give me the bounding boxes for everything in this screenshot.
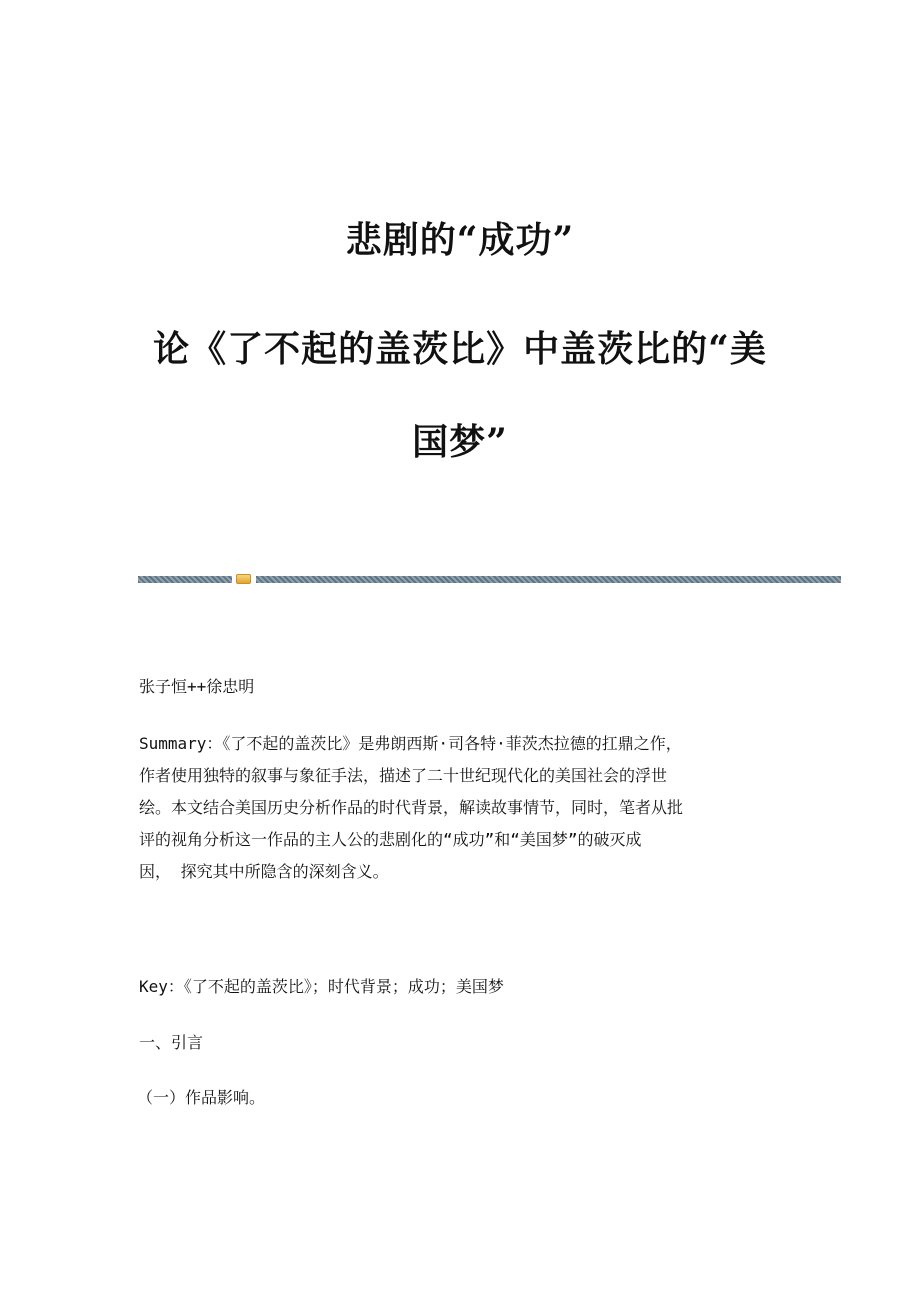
keywords-line: Key：《了不起的盖茨比》；时代背景；成功；美国梦 bbox=[139, 977, 504, 996]
envelope-icon bbox=[236, 574, 251, 584]
section-heading: 一、引言 bbox=[139, 1033, 204, 1052]
summary-line: 评的视角分析这一作品的主人公的悲剧化的“成功”和“美国梦”的破灭成 bbox=[139, 830, 642, 849]
divider-bar-left bbox=[138, 576, 232, 583]
summary-line: 作者使用独特的叙事与象征手法，描述了二十世纪现代化的美国社会的浮世 bbox=[139, 766, 668, 785]
subsection-heading: （一）作品影响。 bbox=[137, 1088, 266, 1107]
summary-line: Summary：《了不起的盖茨比》是弗朗西斯·司各特·菲茨杰拉德的扛鼎之作， bbox=[139, 734, 682, 753]
title-line-1: 悲剧的“成功” bbox=[345, 219, 575, 261]
title-line-3: 国梦” bbox=[412, 421, 508, 463]
decorative-divider bbox=[138, 574, 841, 584]
author-line: 张子恒++徐忠明 bbox=[139, 677, 255, 696]
summary-line: 绘。本文结合美国历史分析作品的时代背景，解读故事情节，同时，笔者从批 bbox=[139, 798, 684, 817]
divider-bar-right bbox=[256, 576, 841, 583]
summary-line: 因， 探究其中所隐含的深刻含义。 bbox=[139, 862, 389, 881]
title-line-2: 论《了不起的盖茨比》中盖茨比的“美 bbox=[153, 328, 767, 370]
summary-paragraph bbox=[139, 728, 779, 888]
